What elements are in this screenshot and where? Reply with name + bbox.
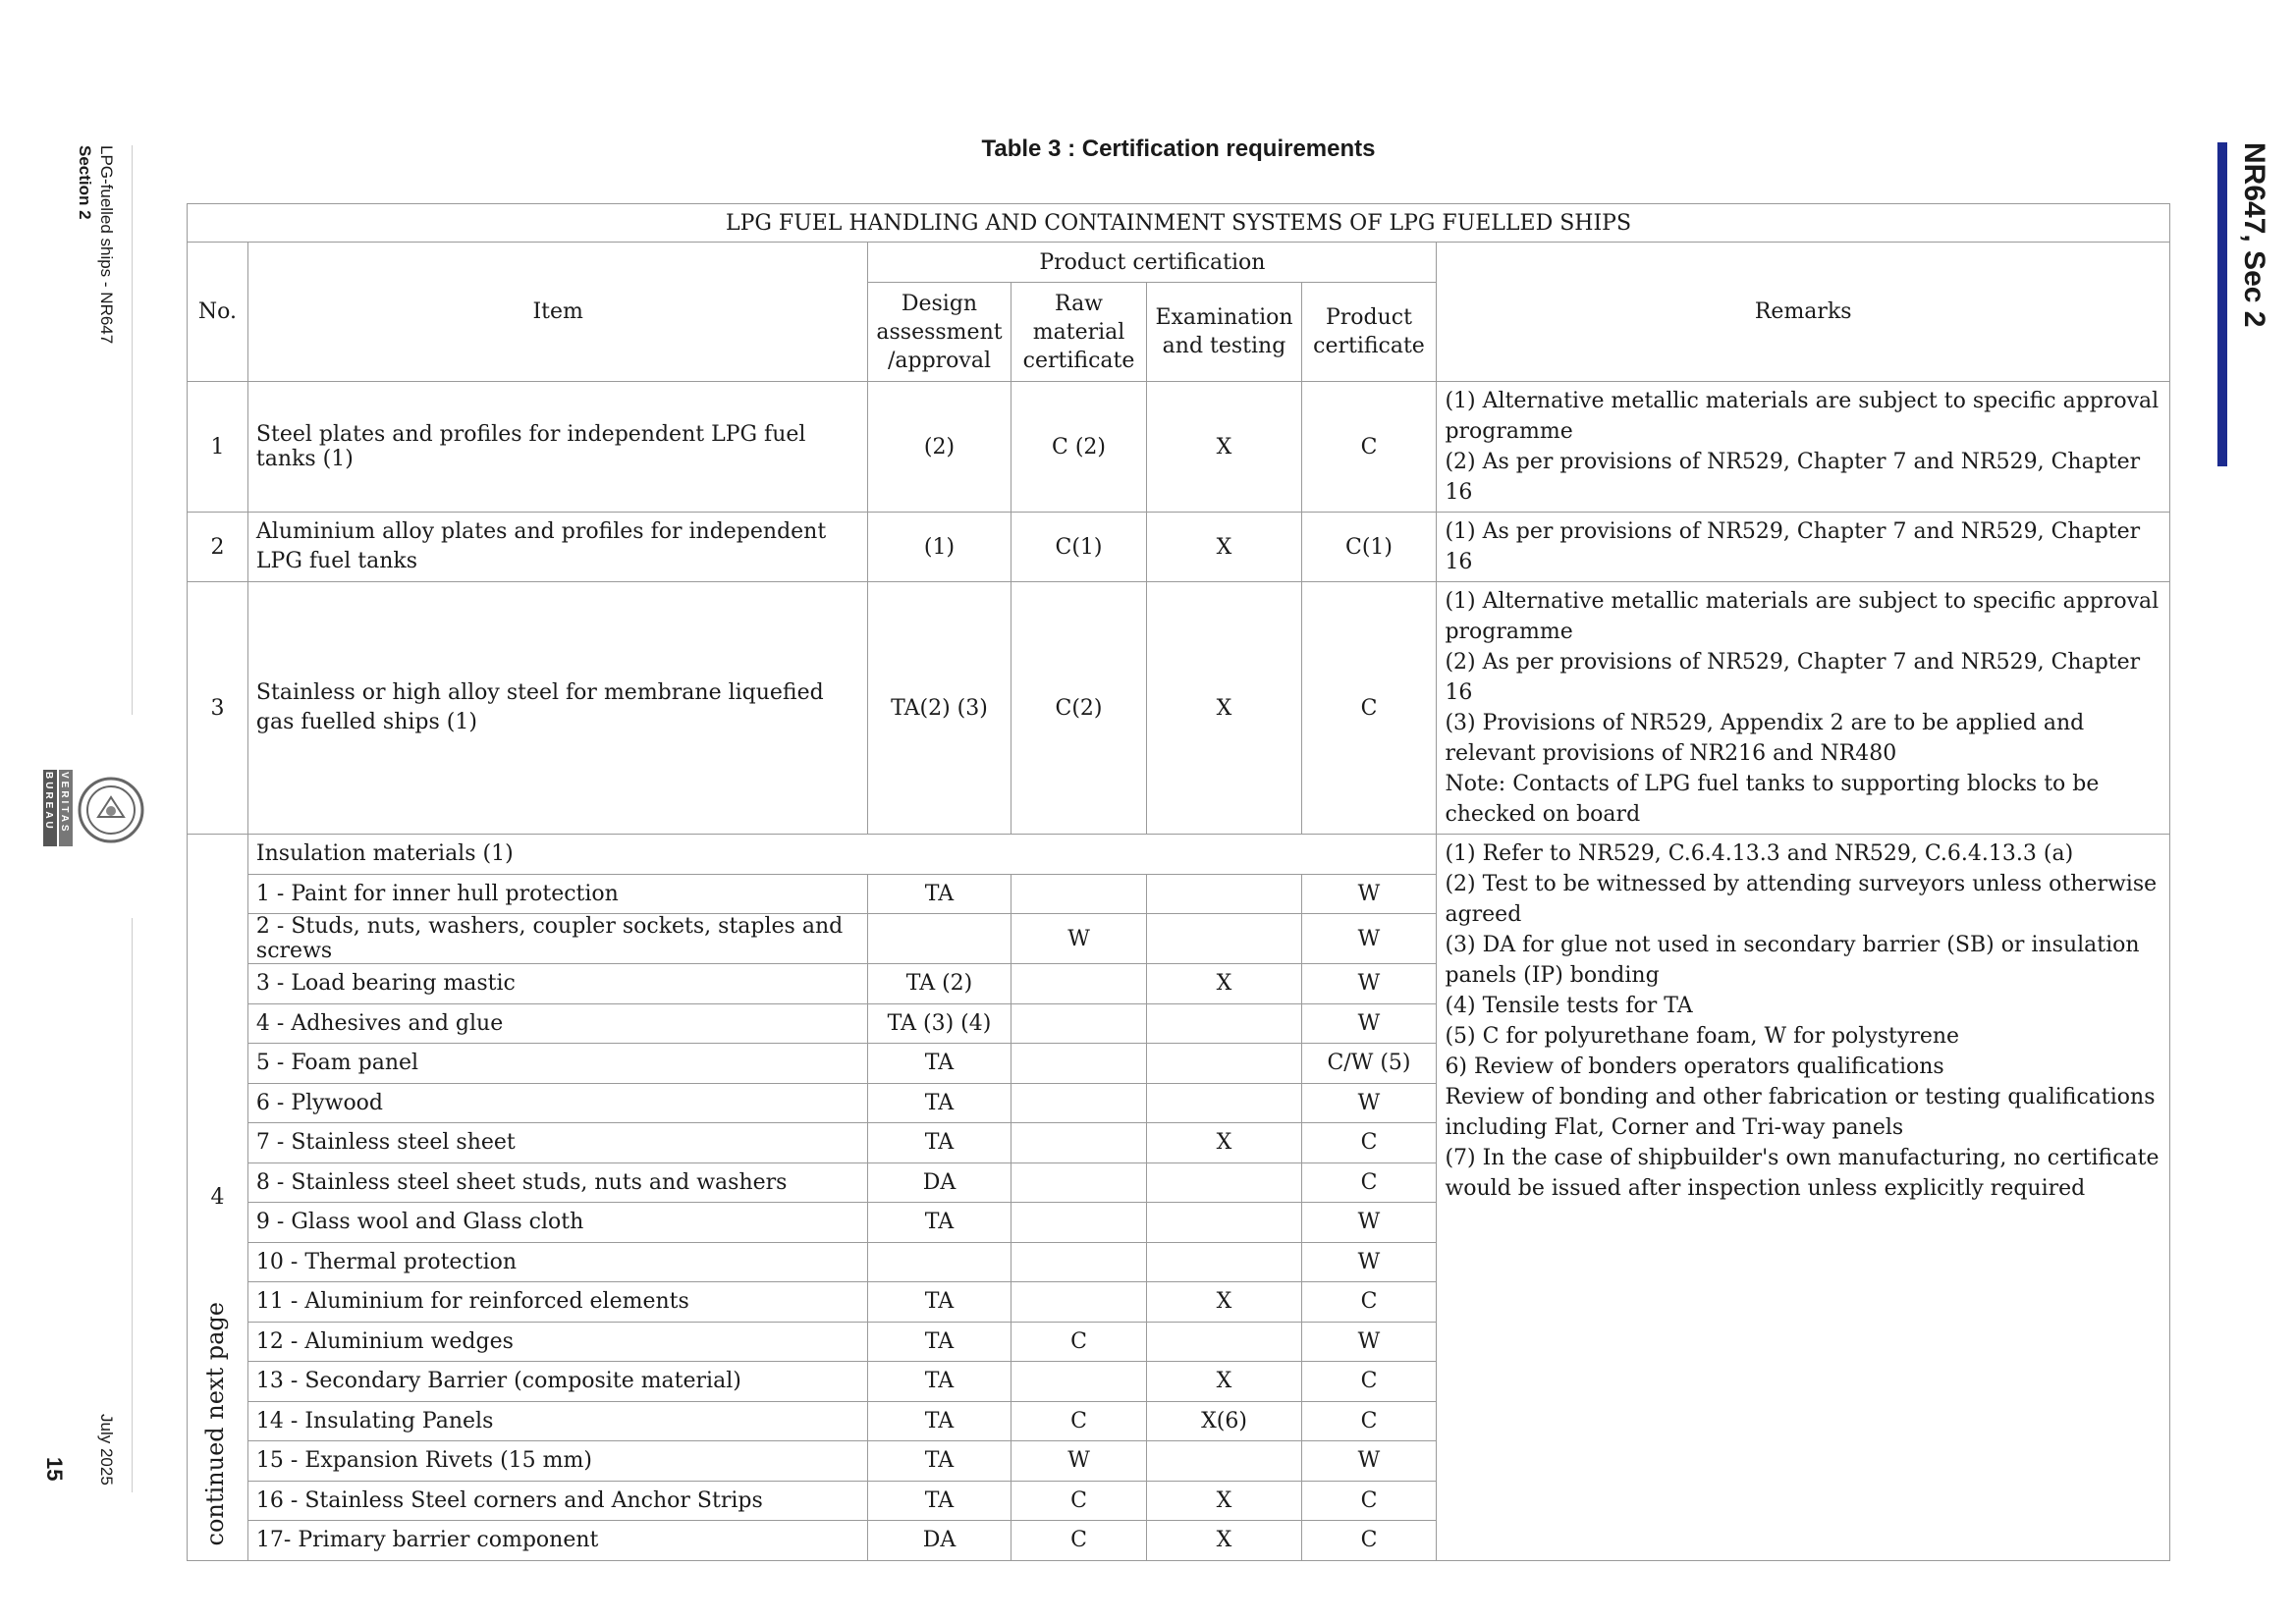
bureau-veritas-logo — [43, 717, 161, 913]
row-product: C — [1301, 382, 1437, 513]
sub-design: DA — [868, 1162, 1011, 1203]
logo-text-bureau: BUREAU — [43, 772, 54, 832]
sub-design: DA — [868, 1521, 1011, 1561]
sub-exam — [1147, 1083, 1301, 1123]
logo-strip-veritas — [59, 770, 73, 846]
row-item: Stainless or high alloy steel for membrane liquefied gas fuelled ships (1) — [247, 582, 867, 835]
sub-raw — [1011, 1162, 1147, 1203]
row-remarks: (1) As per provisions of NR529, Chapter 7 and NR529, Chapter 16 — [1437, 513, 2170, 582]
sub-item: 16 - Stainless Steel corners and Anchor Strips — [247, 1481, 867, 1521]
sub-product: C — [1301, 1362, 1437, 1402]
sub-design: TA (3) (4) — [868, 1003, 1011, 1044]
sub-raw — [1011, 1083, 1147, 1123]
table-row — [188, 382, 2170, 513]
sub-raw — [1011, 964, 1147, 1004]
sub-product: C/W (5) — [1301, 1044, 1437, 1084]
sub-product: C — [1301, 1123, 1437, 1163]
sub-raw: W — [1011, 914, 1147, 964]
row-remarks: (1) Alternative metallic materials are subject to specific approval programme (2) As per provisions of NR529, Chapter 7 and NR529, Chapter 16 (3) Provisions of NR529, Appendix 2 are to be applied and relevant provisions of NR216 and NR480 Note: Contacts of LPG fuel tanks to supporting blocks to be checked on board — [1437, 582, 2170, 835]
sub-item: 10 - Thermal protection — [247, 1242, 867, 1282]
sub-item: 15 - Expansion Rivets (15 mm) — [247, 1441, 867, 1482]
sub-product: C — [1301, 1521, 1437, 1561]
header-product: Product certificate — [1301, 283, 1437, 382]
sub-product: W — [1301, 1242, 1437, 1282]
footer-date: July 2025 — [97, 1414, 116, 1486]
sub-product: W — [1301, 874, 1437, 914]
sub-design: TA — [868, 1481, 1011, 1521]
sub-item: 4 - Adhesives and glue — [247, 1003, 867, 1044]
sub-item: 14 - Insulating Panels — [247, 1401, 867, 1441]
sub-item: 1 - Paint for inner hull protection — [247, 874, 867, 914]
brand-tab-label: NR647, Sec 2 — [2238, 142, 2270, 328]
sub-product: W — [1301, 1083, 1437, 1123]
table-row — [188, 513, 2170, 582]
table-row — [188, 582, 2170, 835]
sub-item: 3 - Load bearing mastic — [247, 964, 867, 1004]
sub-exam — [1147, 1003, 1301, 1044]
row-design: TA(2) (3) — [868, 582, 1011, 835]
sub-item: 17- Primary barrier component — [247, 1521, 867, 1561]
sub-product: W — [1301, 964, 1437, 1004]
sub-design: TA — [868, 1044, 1011, 1084]
sub-raw — [1011, 1003, 1147, 1044]
header-no: No. — [188, 243, 248, 382]
sub-exam: X — [1147, 1282, 1301, 1323]
row-raw: C(2) — [1011, 582, 1147, 835]
running-header-doc: LPG-fuelled ships - NR647 — [97, 145, 116, 345]
sub-exam: X(6) — [1147, 1401, 1301, 1441]
row4-heading: Insulation materials (1) — [247, 835, 1437, 875]
sub-item: 13 - Secondary Barrier (composite material) — [247, 1362, 867, 1402]
row-exam: X — [1147, 382, 1301, 513]
row4-remarks: (1) Refer to NR529, C.6.4.13.3 and NR529, C.6.4.13.3 (a) (2) Test to be witnessed by attending surveyors unless otherwise agreed (3) DA for glue not used in secondary barrier (SB) or insulation panels (IP) bonding (4) Tensile tests for TA (5) C for polyurethane foam, W for polystyrene 6) Review of bonders operators qualifications Review of bonding and other fabrication or testing qualifications including Flat, Corner and Tri-way panels (7) In the case of shipbuilder's own manufacturing, no certificate would be issued after inspection unless explicitly required — [1437, 835, 2170, 1561]
sub-design: TA (2) — [868, 964, 1011, 1004]
sub-exam — [1147, 1203, 1301, 1243]
sub-item: 7 - Stainless steel sheet — [247, 1123, 867, 1163]
sub-raw: C — [1011, 1322, 1147, 1362]
sub-item: 8 - Stainless steel sheet studs, nuts and washers — [247, 1162, 867, 1203]
row-exam: X — [1147, 513, 1301, 582]
sub-exam — [1147, 1441, 1301, 1482]
row-product: C — [1301, 582, 1437, 835]
sub-product: W — [1301, 1203, 1437, 1243]
sub-exam: X — [1147, 964, 1301, 1004]
header-raw: Raw material certificate — [1011, 283, 1147, 382]
sub-item: 2 - Studs, nuts, washers, coupler sockets, staples and screws — [247, 914, 867, 964]
sub-product: C — [1301, 1162, 1437, 1203]
sub-exam — [1147, 1044, 1301, 1084]
sub-item: 5 - Foam panel — [247, 1044, 867, 1084]
row-raw: C(1) — [1011, 513, 1147, 582]
table-row — [188, 835, 2170, 875]
sub-item: 6 - Plywood — [247, 1083, 867, 1123]
page-number: 15 — [42, 1457, 67, 1482]
header-exam: Examination and testing — [1147, 283, 1301, 382]
row-design: (1) — [868, 513, 1011, 582]
row-item: Aluminium alloy plates and profiles for independent LPG fuel tanks — [247, 513, 867, 582]
header-design: Design assessment /approval — [868, 283, 1011, 382]
sub-exam — [1147, 1162, 1301, 1203]
sub-raw — [1011, 874, 1147, 914]
sub-product: C — [1301, 1401, 1437, 1441]
sub-design: TA — [868, 1401, 1011, 1441]
row4-no-cell — [188, 835, 248, 1561]
row-no: 3 — [188, 582, 248, 835]
header-remarks: Remarks — [1437, 243, 2170, 382]
margin-rule-top — [132, 145, 133, 715]
sub-product: W — [1301, 1003, 1437, 1044]
sub-raw: W — [1011, 1441, 1147, 1482]
sub-raw — [1011, 1203, 1147, 1243]
brand-tab-bar — [2217, 142, 2227, 466]
sub-exam — [1147, 914, 1301, 964]
sub-design — [868, 1242, 1011, 1282]
sub-design: TA — [868, 1203, 1011, 1243]
sub-design: TA — [868, 1441, 1011, 1482]
margin-rule-bottom — [132, 918, 133, 1492]
logo-strip-bureau — [43, 770, 57, 846]
sub-design: TA — [868, 1322, 1011, 1362]
row-item: Steel plates and profiles for independent LPG fuel tanks (1) — [247, 382, 867, 513]
sub-product: W — [1301, 1322, 1437, 1362]
sub-exam: X — [1147, 1362, 1301, 1402]
certification-table — [187, 203, 2170, 1561]
row-product: C(1) — [1301, 513, 1437, 582]
sub-exam — [1147, 1322, 1301, 1362]
sub-raw — [1011, 1123, 1147, 1163]
table-banner: LPG FUEL HANDLING AND CONTAINMENT SYSTEMS OF LPG FUELLED SHIPS — [188, 204, 2170, 243]
continued-note: continued next page — [201, 1302, 229, 1546]
sub-raw: C — [1011, 1401, 1147, 1441]
sub-exam — [1147, 874, 1301, 914]
sub-exam — [1147, 1242, 1301, 1282]
row-no: 1 — [188, 382, 248, 513]
sub-design: TA — [868, 1362, 1011, 1402]
sub-exam: X — [1147, 1521, 1301, 1561]
header-product-certification: Product certification — [868, 243, 1437, 283]
sub-raw — [1011, 1282, 1147, 1323]
sub-product: C — [1301, 1481, 1437, 1521]
sub-raw — [1011, 1044, 1147, 1084]
sub-design — [868, 914, 1011, 964]
sub-design: TA — [868, 1083, 1011, 1123]
seal-icon — [77, 776, 145, 844]
row-no: 4 — [210, 1184, 225, 1210]
row-exam: X — [1147, 582, 1301, 835]
sub-product: W — [1301, 914, 1437, 964]
sub-design: TA — [868, 1282, 1011, 1323]
sub-exam: X — [1147, 1123, 1301, 1163]
logo-text-veritas: VERITAS — [59, 772, 70, 835]
sub-exam: X — [1147, 1481, 1301, 1521]
sub-product: C — [1301, 1282, 1437, 1323]
row-no: 2 — [188, 513, 248, 582]
header-item: Item — [247, 243, 867, 382]
sub-raw: C — [1011, 1481, 1147, 1521]
table-title: Table 3 : Certification requirements — [981, 135, 1376, 162]
sub-item: 11 - Aluminium for reinforced elements — [247, 1282, 867, 1323]
sub-raw — [1011, 1362, 1147, 1402]
running-header-section: Section 2 — [76, 145, 94, 220]
sub-product: W — [1301, 1441, 1437, 1482]
sub-design: TA — [868, 874, 1011, 914]
sub-raw: C — [1011, 1521, 1147, 1561]
sub-raw — [1011, 1242, 1147, 1282]
row-remarks: (1) Alternative metallic materials are subject to specific approval programme (2) As per provisions of NR529, Chapter 7 and NR529, Chapter 16 — [1437, 382, 2170, 513]
sub-design: TA — [868, 1123, 1011, 1163]
sub-item: 9 - Glass wool and Glass cloth — [247, 1203, 867, 1243]
row-raw: C (2) — [1011, 382, 1147, 513]
row-design: (2) — [868, 382, 1011, 513]
sub-item: 12 - Aluminium wedges — [247, 1322, 867, 1362]
